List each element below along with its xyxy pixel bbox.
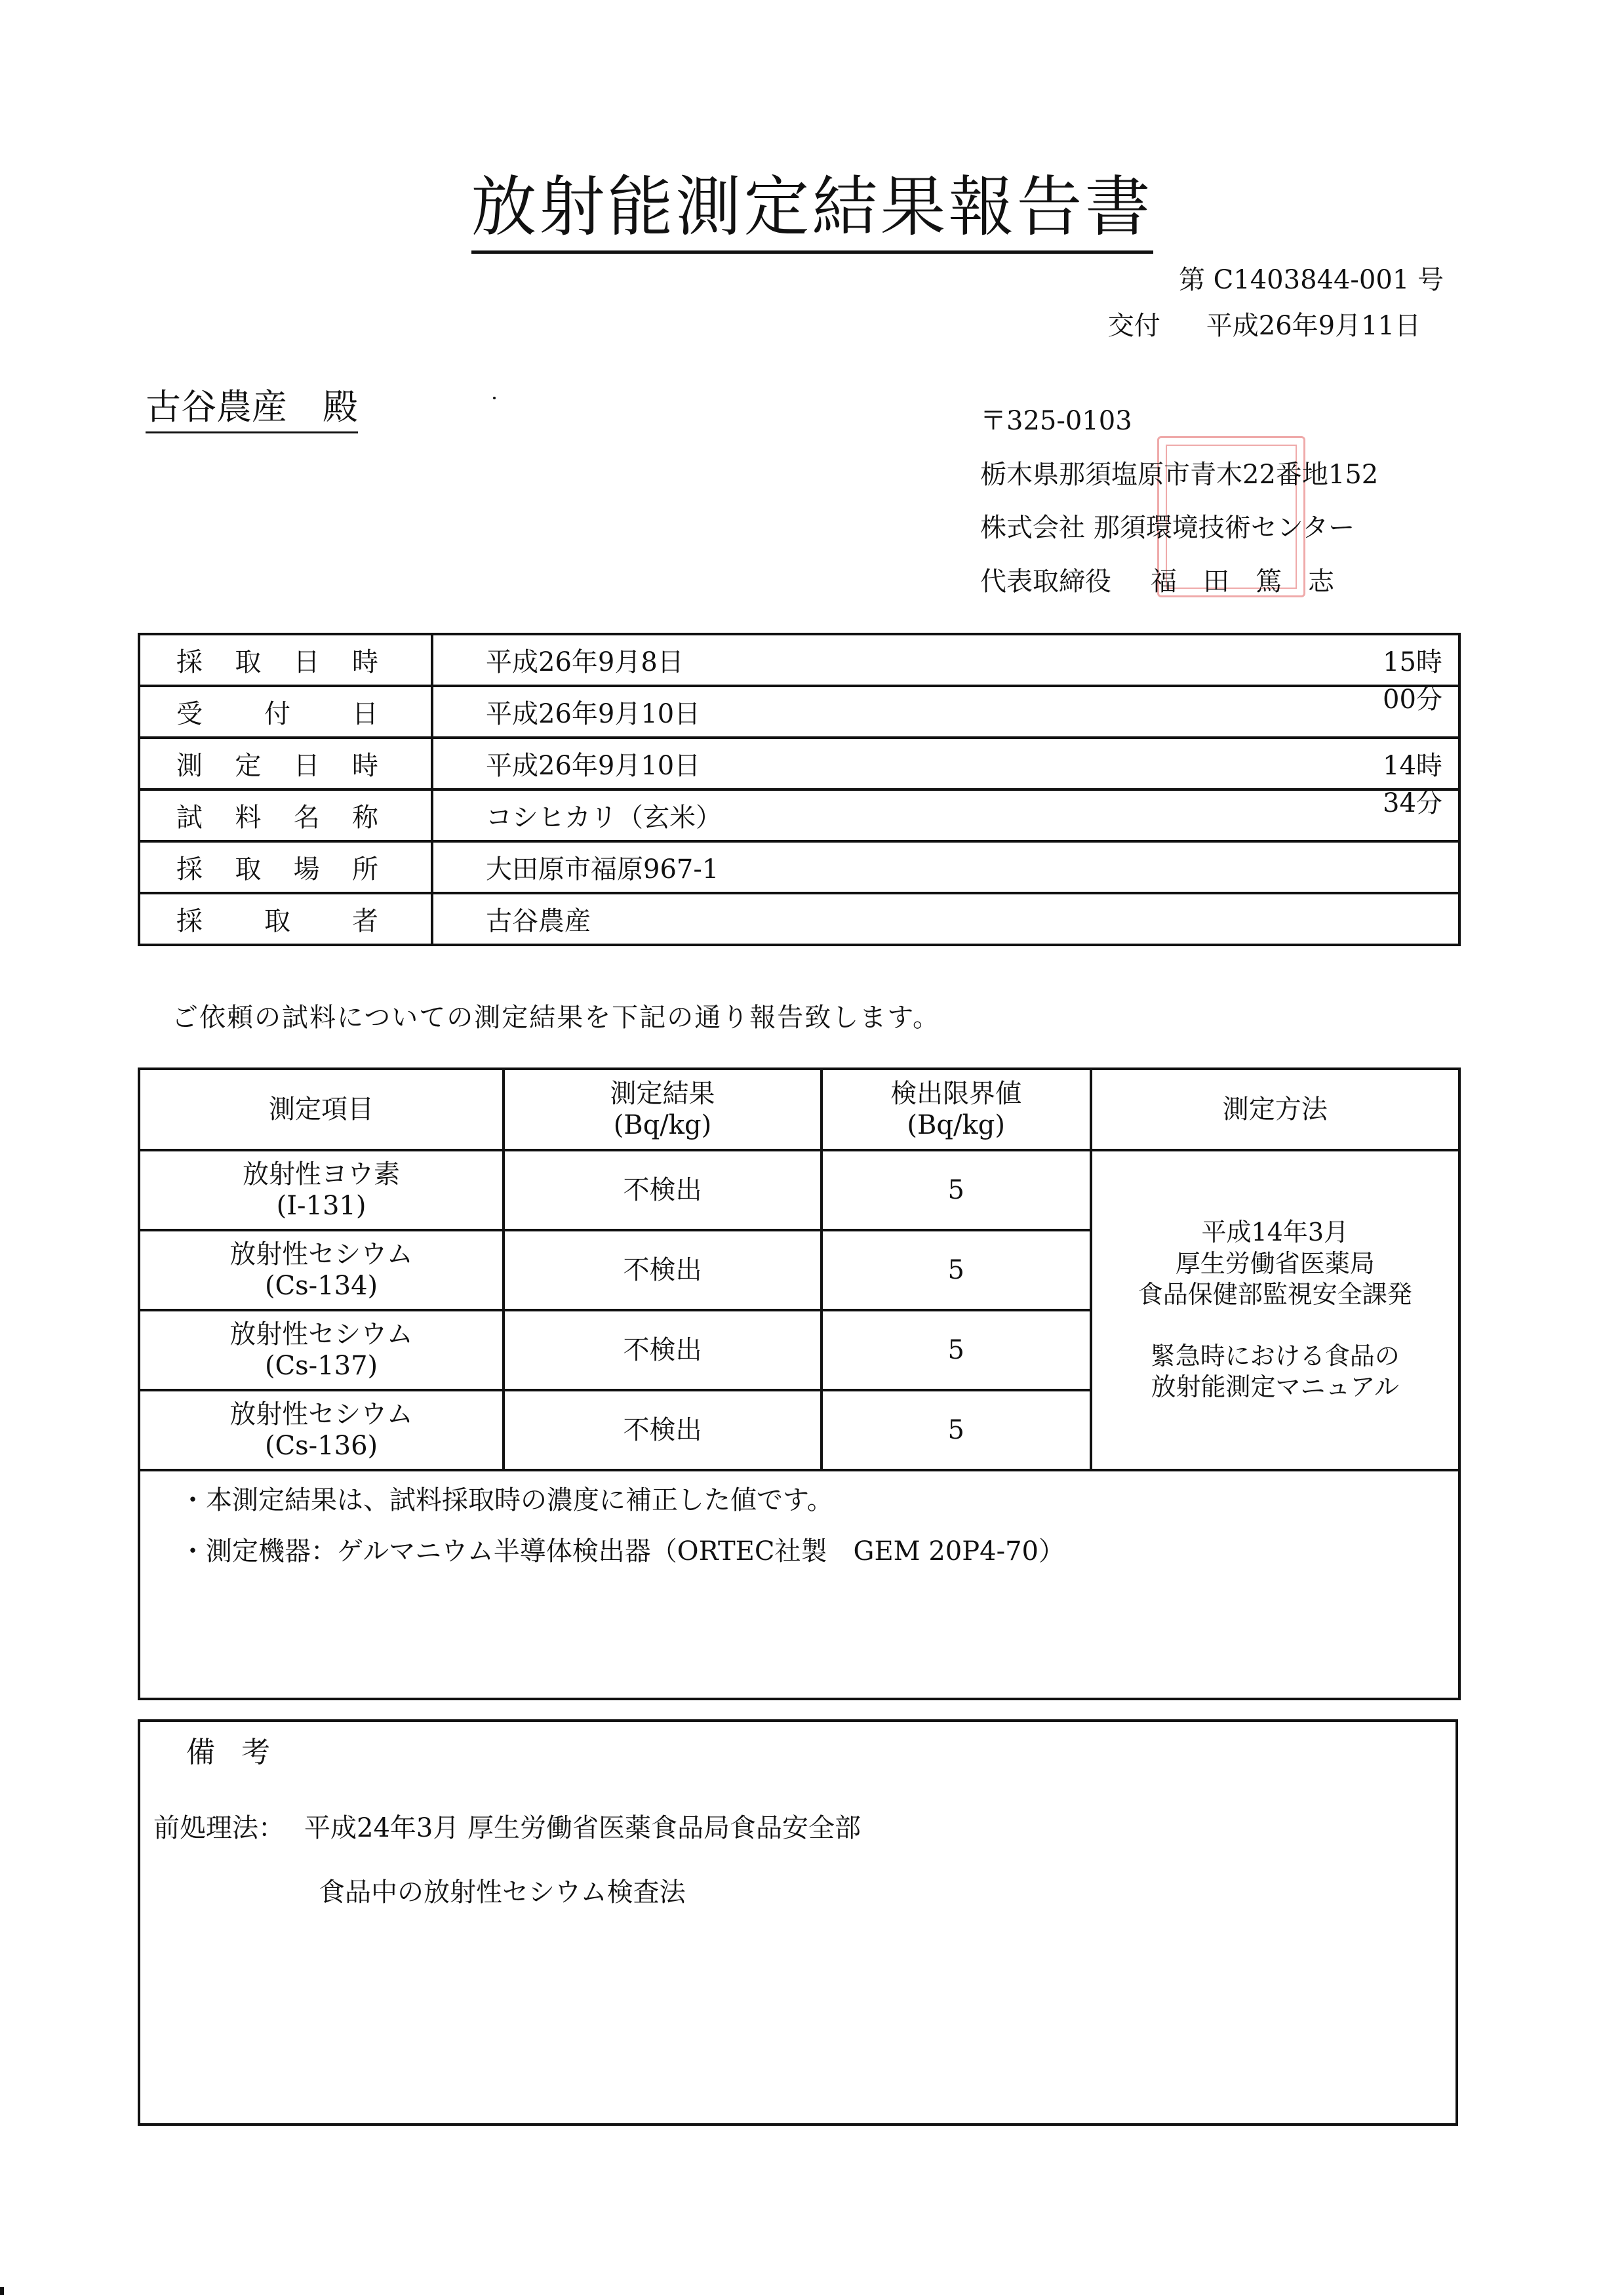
info-value: 大田原市福原967-1: [432, 841, 1459, 893]
remarks-box: [138, 1719, 1458, 2126]
sample-info-table: [138, 633, 1461, 946]
notes-row: [139, 1470, 1459, 1699]
pretreatment-text: 平成24年3月 厚生労働省医薬食品局食品安全部: [304, 1813, 862, 1843]
result-value: 不検出: [504, 1310, 822, 1390]
table-row: [139, 1150, 1459, 1230]
remarks-title: 備考: [186, 1736, 296, 1769]
table-row: [139, 738, 1459, 789]
table-row: [139, 893, 1459, 945]
info-label: 測定日時: [139, 738, 432, 789]
result-limit: 5: [822, 1150, 1091, 1230]
recipient: 古谷農産 殿: [146, 379, 358, 429]
issuer-address: 栃木県那須塩原市青木22番地152: [980, 460, 1379, 490]
info-value: コシヒカリ（玄米）: [432, 789, 1459, 841]
issuer-company: 株式会社 那須環境技術センター: [980, 513, 1355, 543]
result-item: 放射性セシウム (Cs-136): [139, 1390, 504, 1470]
table-row: [139, 686, 1459, 738]
rep-name: 福田篤志: [1151, 567, 1360, 597]
info-value: 平成26年9月10日 14時34分: [432, 738, 1459, 789]
info-time: 15時00分: [1383, 647, 1442, 715]
scan-mark: [0, 2287, 4, 2295]
issued-label: 交付: [1107, 311, 1160, 341]
result-value: 不検出: [504, 1150, 822, 1230]
header-item: 測定項目: [139, 1069, 504, 1150]
result-limit: 5: [822, 1230, 1091, 1310]
note-line: ・測定機器：ゲルマニウム半導体検出器（ORTEC社製 GEM 20P4-70）: [180, 1536, 1065, 1567]
issued-date-line: [1108, 305, 1421, 342]
info-label: 採取日時: [139, 634, 432, 686]
results-table: [138, 1068, 1461, 1700]
table-row: [139, 789, 1459, 841]
header-limit: 検出限界値 (Bq/kg): [822, 1069, 1091, 1150]
issued-date: 平成26年9月11日: [1206, 311, 1421, 341]
result-limit: 5: [822, 1310, 1091, 1390]
header-method: 測定方法: [1091, 1069, 1459, 1150]
info-label: 採取場所: [139, 841, 432, 893]
document-number: 第 C1403844-001 号: [1178, 265, 1444, 295]
intro-text: ご依頼の試料についての測定結果を下記の通り報告致します。: [172, 1003, 940, 1033]
note-line: ・本測定結果は、試料採取時の濃度に補正した値です。: [180, 1485, 833, 1515]
issuer-representative: [980, 561, 1360, 598]
speck: [493, 397, 496, 399]
result-item: 放射性ヨウ素 (I-131): [139, 1150, 504, 1230]
info-label: 試料名称: [139, 789, 432, 841]
rep-title: 代表取締役: [980, 567, 1111, 597]
info-label: 採取者: [139, 893, 432, 945]
result-limit: 5: [822, 1390, 1091, 1470]
info-label: 受付日: [139, 686, 432, 738]
pretreatment-line-2: 食品中の放射性セシウム検査法: [319, 1877, 686, 1907]
notes-cell: [139, 1470, 1459, 1699]
document-title: 放射能測定結果報告書: [0, 154, 1624, 249]
result-value: 不検出: [504, 1230, 822, 1310]
table-row: [139, 634, 1459, 686]
result-item: 放射性セシウム (Cs-134): [139, 1230, 504, 1310]
pretreatment-line: [153, 1807, 861, 1845]
issuer-postal: 〒325-0103: [980, 406, 1132, 436]
info-value: 平成26年9月10日: [432, 686, 1459, 738]
info-value: 古谷農産: [432, 893, 1459, 945]
info-time: 14時34分: [1383, 751, 1442, 818]
info-value: 平成26年9月8日 15時00分: [432, 634, 1459, 686]
result-value: 不検出: [504, 1390, 822, 1470]
pretreatment-label: 前処理法：: [153, 1813, 285, 1843]
table-row: [139, 841, 1459, 893]
table-header-row: [139, 1069, 1459, 1150]
result-item: 放射性セシウム (Cs-137): [139, 1310, 504, 1390]
header-result: 測定結果 (Bq/kg): [504, 1069, 822, 1150]
measurement-method: 平成14年3月 厚生労働省医薬局 食品保健部監視安全課発 緊急時における食品の 放射能測定マニュアル: [1091, 1150, 1459, 1470]
